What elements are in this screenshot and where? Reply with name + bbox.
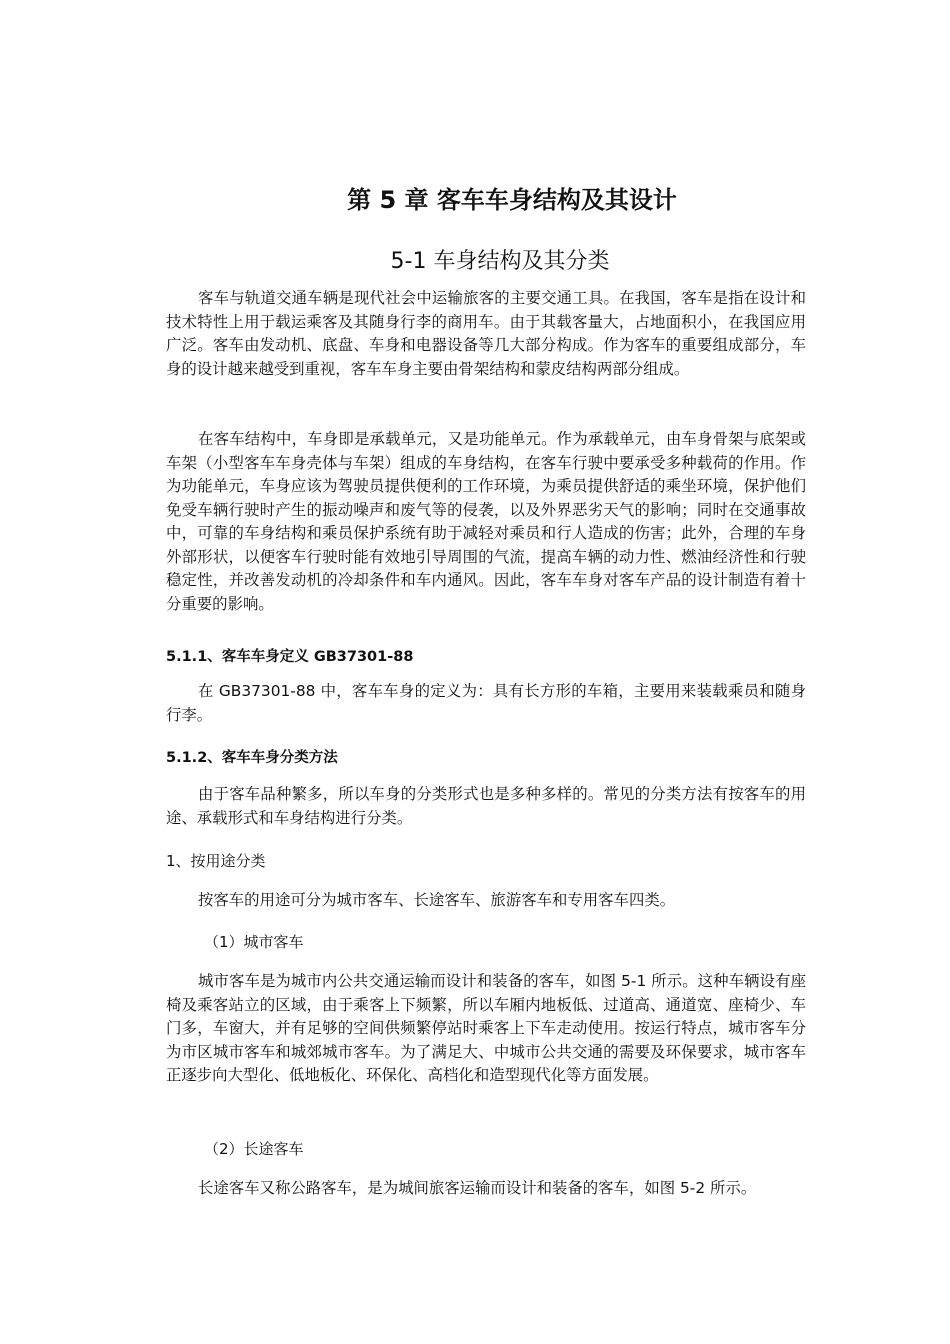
paragraph-classification: 由于客车品种繁多，所以车身的分类形式也是多种多样的。常见的分类方法有按客车的用途、承载形式和车身结构进行分类。 xyxy=(166,785,806,827)
heading-definition: 5.1.1、客车车身定义 GB37301-88 xyxy=(166,649,414,665)
heading-by-use: 1、按用途分类 xyxy=(166,852,266,870)
heading-coach: （2）长途客车 xyxy=(204,1140,304,1158)
paragraph-definition: 在 GB37301-88 中，客车车身的定义为：具有长方形的车箱，主要用来装载乘员和随身行李。 xyxy=(166,682,806,724)
heading-city-bus: （1）城市客车 xyxy=(204,933,304,951)
paragraph-city-bus: 城市客车是为城市内公共交通运输而设计和装备的客车，如图 5-1 所示。这种车辆设有座椅及乘客站立的区域，由于乘客上下频繁，所以车厢内地板低、过道高、通道宽、座椅少、车门多，车窗大，并有足够的空间供频繁停站时乘客上下车走动使用。按运行特点，城市客车分为市区城市客车和城郊城市客车。为了满足大、中城市公共交通的需要及环保要求，城市客车正逐步向大型化、低地板化、环保化、高档化和造型现代化等方面发展。 xyxy=(166,972,806,1084)
chapter-title: 第 5 章 客车车身结构及其设计 xyxy=(347,186,677,214)
paragraph-intro: 客车与轨道交通车辆是现代社会中运输旅客的主要交通工具。在我国，客车是指在设计和技术特性上用于载运乘客及其随身行李的商用车。由于其载客量大，占地面积小，在我国应用广泛。客车由发动机、底盘、车身和电器设备等几大部分构成。作为客车的重要组成部分，车身的设计越来越受到重视，客车车身主要由骨架结构和蒙皮结构两部分组成。 xyxy=(166,289,806,378)
heading-classification: 5.1.2、客车车身分类方法 xyxy=(166,750,338,766)
paragraph-structure: 在客车结构中，车身即是承载单元，又是功能单元。作为承载单元，由车身骨架与底架或车架（小型客车车身壳体与车架）组成的车身结构，在客车行驶中要承受多种载荷的作用。作为功能单元，车身应该为驾驶员提供便利的工作环境，为乘员提供舒适的乘坐环境，保护他们免受车辆行驶时产生的振动噪声和废气等的侵袭，以及外界恶劣天气的影响；同时在交通事故中，可靠的车身结构和乘员保护系统有助于减轻对乘员和行人造成的伤害；此外，合理的车身外部形状，以便客车行驶时能有效地引导周围的气流，提高车辆的动力性、燃油经济性和行驶稳定性，并改善发动机的冷却条件和车内通风。因此，客车车身对客车产品的设计制造有着十分重要的影响。 xyxy=(166,430,806,613)
paragraph-by-use: 按客车的用途可分为城市客车、长途客车、旅游客车和专用客车四类。 xyxy=(198,891,676,909)
section-title: 5-1 车身结构及其分类 xyxy=(390,249,610,274)
paragraph-coach: 长途客车又称公路客车，是为城间旅客运输而设计和装备的客车，如图 5-2 所示。 xyxy=(198,1179,757,1197)
